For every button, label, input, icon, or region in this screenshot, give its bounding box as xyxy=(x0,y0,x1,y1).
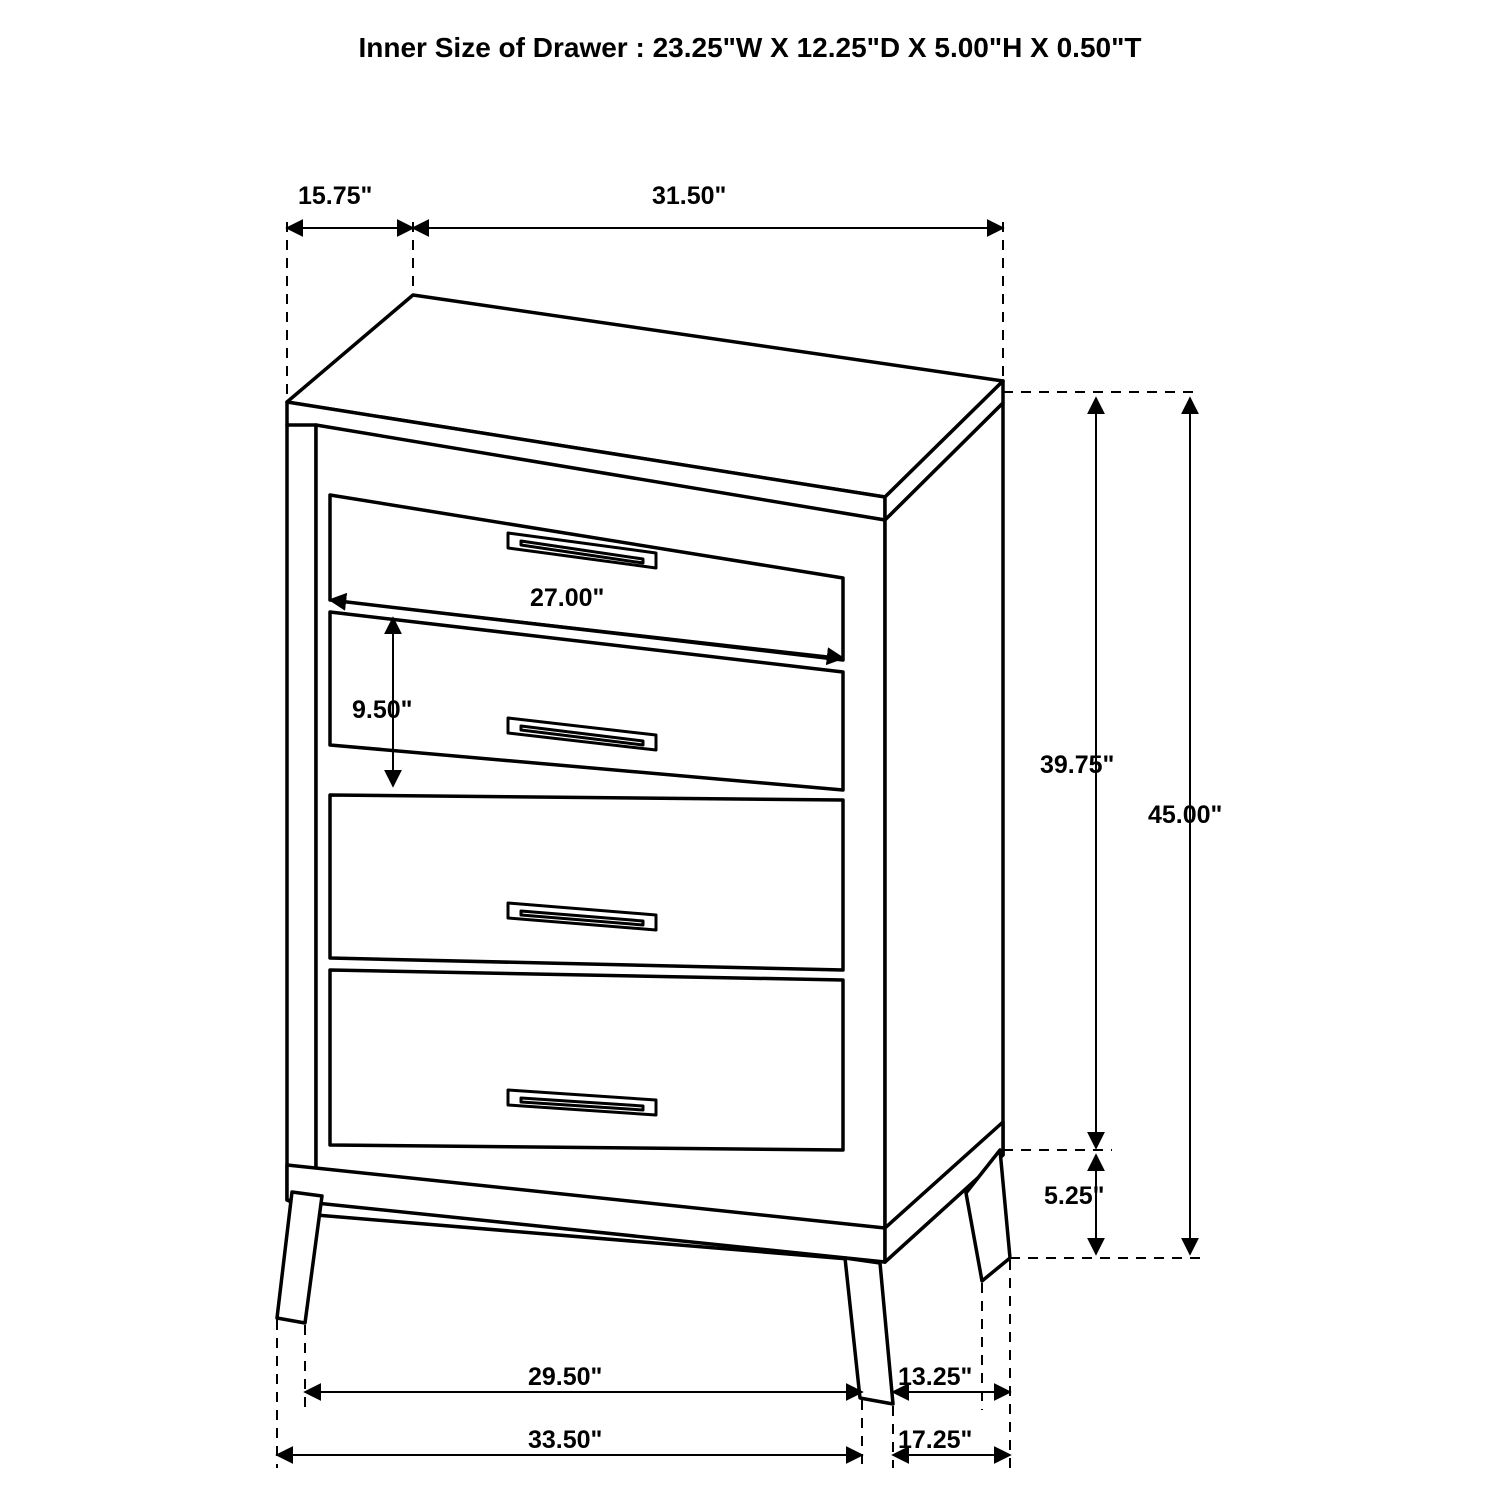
dim-label-base-width-inner: 29.50" xyxy=(528,1363,603,1391)
dim-label-leg-height: 5.25" xyxy=(1044,1182,1105,1210)
dim-label-overall-height: 45.00" xyxy=(1148,801,1223,829)
dim-label-drawer-width: 27.00" xyxy=(530,584,605,612)
dim-label-width-top: 31.50" xyxy=(652,182,727,210)
chest-right-side-panel xyxy=(885,403,1003,1262)
dim-label-drawer-height: 9.50" xyxy=(352,696,413,724)
leg-front-left xyxy=(277,1192,322,1323)
chest-left-side-panel xyxy=(287,425,316,1215)
dim-label-depth-top: 15.75" xyxy=(298,182,373,210)
drawer-front-4 xyxy=(330,970,843,1150)
leg-front-right xyxy=(845,1258,893,1404)
dim-label-case-height: 39.75" xyxy=(1040,751,1115,779)
drawer-front-3 xyxy=(330,795,843,970)
page-title: Inner Size of Drawer : 23.25"W X 12.25"D X 5.00"H X 0.50"T xyxy=(358,32,1142,63)
dim-label-base-width-outer: 33.50" xyxy=(528,1426,603,1454)
dim-label-base-depth-outer: 17.25" xyxy=(898,1426,973,1454)
chest-body xyxy=(277,295,1010,1404)
dim-label-base-depth-inner: 13.25" xyxy=(898,1363,973,1391)
